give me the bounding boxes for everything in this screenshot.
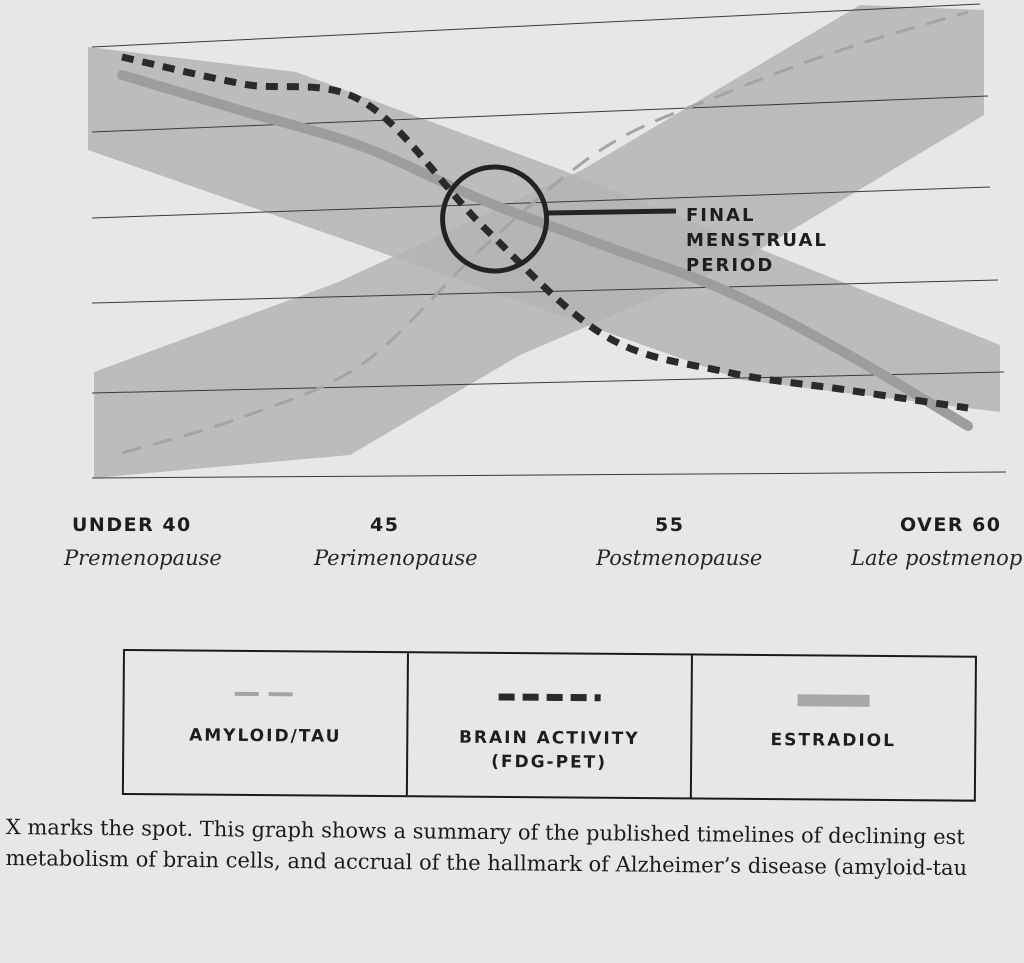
x-tick-phase-2: Postmenopause [596, 546, 763, 570]
legend-label-estradiol: ESTRADIOL [770, 730, 897, 752]
caption-line-1: X marks the spot. This graph shows a summary of the published timelines of declining est [5, 814, 965, 850]
legend-item-brain-activity [408, 653, 693, 797]
legend-item-amyloid-tau [124, 651, 409, 795]
x-tick-phase-0: Premenopause [64, 546, 222, 570]
figure-caption [5, 812, 1024, 885]
legend-label-brain-activity-text: BRAIN ACTIVITY (FDG-PET) [458, 727, 640, 773]
annotation-line-3: PERIOD [686, 255, 775, 276]
gridline-5 [92, 472, 1006, 478]
annotation-line-2: MENSTRUAL [686, 230, 828, 251]
legend-swatch-solid [794, 692, 874, 709]
annotation-line-1: FINAL [686, 205, 756, 226]
legend-item-estradiol [692, 655, 975, 799]
annotation-pointer [547, 211, 676, 213]
annotation-label [686, 203, 876, 278]
legend-swatch-dotted [495, 690, 605, 705]
legend-label-brain-activity [408, 725, 690, 775]
x-tick-label-3: OVER 60 [900, 514, 1002, 536]
x-tick-phase-1: Perimenopause [314, 546, 478, 570]
x-tick-phase-3: Late postmenop [851, 546, 1023, 570]
x-tick-label-2: 55 [655, 514, 685, 536]
legend [122, 649, 977, 802]
x-tick-label-1: 45 [370, 514, 400, 536]
legend-swatch-dashed [231, 688, 301, 701]
caption-line-2: metabolism of brain cells, and accrual of the hallmark of Alzheimer’s disease (amyloid-tau [5, 845, 968, 881]
x-tick-label-0: UNDER 40 [72, 514, 192, 536]
legend-label-amyloid-tau: AMYLOID/TAU [189, 725, 342, 747]
